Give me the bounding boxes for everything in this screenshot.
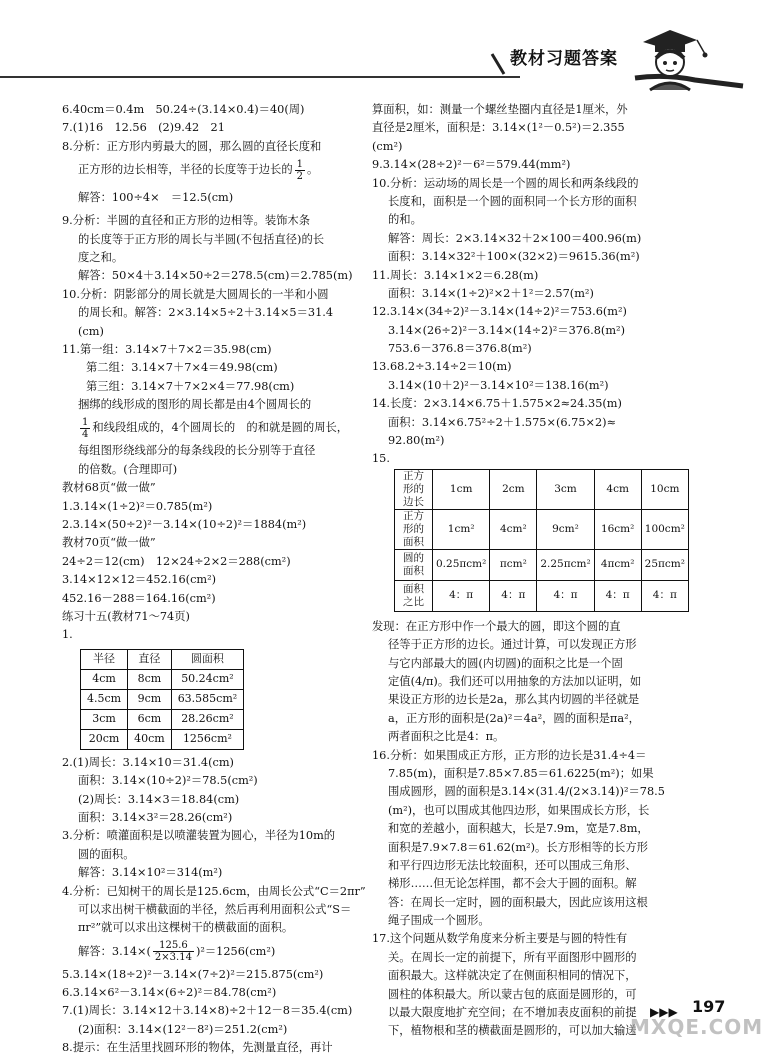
- answer-line: 11.第一组：3.14×7＋7×2＝35.98(cm): [62, 342, 272, 356]
- answer-line: 3.14×12×12＝452.16(cm²): [62, 573, 217, 587]
- answer-line: 面积：3.14×(1÷2)²×2＋1²＝2.57(m²): [388, 286, 594, 300]
- header-slash-icon: [490, 52, 508, 76]
- answer-line: 每组图形绕线部分的每条线段的长分别等于直径: [78, 444, 316, 458]
- table-cell: 4cm²: [490, 509, 537, 549]
- answer-line: 长度和，面积是一个圆的面积同一个长方形的面积: [388, 194, 637, 208]
- answer-line: 7.(1)周长：3.14×12＋3.14×8)÷2＋12－8＝35.4(cm): [62, 1004, 353, 1018]
- answer-line: 11.周长：3.14×1×2＝6.28(m): [372, 268, 539, 282]
- table-cell: 2cm: [490, 469, 537, 509]
- table-cell: 50.24cm²: [171, 669, 244, 689]
- table-cell: 4：π: [433, 580, 490, 611]
- table-cell: 4.5cm: [81, 689, 128, 709]
- table-cell: 2.25πcm²: [537, 549, 594, 580]
- answer-line: 面积最大。这样就决定了在侧面积相同的情况下，: [388, 969, 637, 983]
- table-cell: 28.26cm²: [171, 709, 244, 729]
- table-row: [81, 709, 244, 729]
- table-cell: 0.25πcm²: [433, 549, 490, 580]
- answer-line: 5.3.14×(18÷2)²－3.14×(7÷2)²＝215.875(cm²): [62, 967, 324, 981]
- table-header-row: [81, 649, 244, 669]
- answer-line: 发现：在正方形中作一个最大的圆，即这个圆的直: [372, 619, 621, 633]
- answer-line: 8.分析：正方形内剪最大的圆，那么圆的直径长度和: [62, 139, 322, 153]
- answer-line: 正方形的边长相等，半径的长度等于边长的 $\frac{1}{2}$ 。: [78, 158, 319, 182]
- answer-line: 2.(1)周长：3.14×10＝31.4(cm): [62, 755, 234, 769]
- answer-line: 24÷2＝12(cm) 12×24÷2×2＝288(cm²): [62, 554, 291, 568]
- table-header-cell: 半径: [81, 649, 128, 669]
- answer-line: 解答：3.14×( $\frac{125.6}{2\times 3.14}$ )²＝1256(cm²): [78, 940, 276, 964]
- table-cell: 25πcm²: [641, 549, 688, 580]
- header-title: 教材习题答案: [510, 49, 618, 69]
- answer-line: 13.68.2÷3.14÷2＝10(m): [372, 360, 512, 374]
- watermark-text: MXQE.COM: [630, 1015, 763, 1039]
- answer-line: 圆柱的体积最大。所以蒙古包的底面是圆形的，可: [388, 987, 637, 1001]
- answer-line: 关。在周长一定的前提下，所有平面图形中圆形的: [388, 950, 637, 964]
- student-mascot-icon: [625, 20, 745, 98]
- table-row: [395, 580, 689, 611]
- answer-line: 8.提示：在生活里找圆环形的物体，先测量直径，再计: [62, 1041, 333, 1055]
- answer-line: 度之和。: [78, 250, 124, 264]
- answer-line: 10.分析：运动场的周长是一个圆的周长和两条线段的: [372, 176, 639, 190]
- right-column: [372, 101, 697, 1041]
- answer-line: 果设正方形的边长是2a，那么其内切圆的半径就是: [388, 693, 640, 707]
- table-cell: 4：π: [594, 580, 641, 611]
- left-column: [62, 101, 380, 1058]
- answer-line: 1.: [62, 628, 73, 642]
- answer-line: 3.分析：喷灌面积是以喷灌装置为圆心，半径为10m的: [62, 829, 336, 843]
- answer-line: 捆绑的线形成的图形的周长都是由4个圆周长的: [78, 398, 312, 412]
- answer-line: 径等于正方形的边长。通过计算，可以发现正方形: [388, 638, 637, 652]
- answer-line: 解答：100÷4× ＝12.5(cm): [78, 191, 234, 205]
- table-cell: 9cm: [128, 689, 172, 709]
- answer-line: 可以求出树干横截面的半径，然后再利用面积公式“S＝: [78, 902, 352, 916]
- answer-line: 算面积，如：测量一个螺丝垫圈内直径是1厘米，外: [372, 103, 628, 116]
- header-rule: [0, 76, 520, 78]
- table-row-head: 圆的面积: [395, 549, 433, 580]
- answer-line: 绳子围成一个圆形。: [388, 914, 490, 928]
- answer-line: 的和。: [388, 213, 422, 227]
- fraction: $\frac{1}{2}$: [296, 158, 304, 182]
- answer-line: 1.3.14×(1÷2)²＝0.785(m²): [62, 499, 213, 513]
- answer-line: 面积：3.14×6.75²÷2＋1.575×(6.75×2)≈: [388, 415, 617, 429]
- page-arrows: ▶▶▶: [650, 1005, 678, 1019]
- table-cell: 20cm: [81, 729, 128, 749]
- answer-line: 面积是7.9×7.8＝61.62(m²)。长方形相等的长方形: [388, 840, 648, 854]
- table-cell: 4πcm²: [594, 549, 641, 580]
- answer-line: 面积：3.14×(10÷2)²＝78.5(cm²): [78, 774, 258, 788]
- table-cell: 3cm: [537, 469, 594, 509]
- circle-area-table: [80, 649, 244, 750]
- answer-line: 7.85(m)，面积是7.85×7.85＝61.6225(m²)；如果: [388, 766, 654, 780]
- answer-line: 6.3.14×6²－3.14×(6÷2)²＝84.78(cm²): [62, 986, 277, 1000]
- page-number: 197: [692, 997, 726, 1016]
- answer-line: 15.: [372, 452, 390, 466]
- table-cell: 16cm²: [594, 509, 641, 549]
- answer-line: (cm²): [372, 139, 403, 153]
- answer-line: 两者面积之比是4：π。: [388, 730, 505, 744]
- answer-line: 答：在周长一定时，圆的面积最大，因此应该用这根: [388, 895, 648, 909]
- answer-line: 16.分析：如果围成正方形，正方形的边长是31.4÷4＝: [372, 748, 647, 762]
- answer-line: 面积：3.14×32²＋100×(32×2)＝9615.36(m²): [388, 250, 640, 264]
- section-heading: 教材68页“做一做”: [62, 481, 156, 495]
- table-cell: 1256cm²: [171, 729, 244, 749]
- answer-line: 452.16－288＝164.16(cm²): [62, 591, 216, 605]
- answer-line: 和宽的差越小，面积越大，长是7.9m，宽是7.8m，: [388, 822, 649, 836]
- table-row-head: 正方形的边长: [395, 469, 433, 509]
- table-cell: 100cm²: [641, 509, 688, 549]
- answer-line: 753.6－376.8＝376.8(m²): [388, 342, 532, 356]
- fraction: $\frac{1}{4}$: [82, 416, 89, 440]
- answer-line: 定值(4/π)。我们还可以用抽象的方法加以证明，如: [388, 674, 642, 688]
- answer-line: 围成圆形，圆的面积是3.14×(31.4/(2×3.14))²＝78.5: [388, 785, 665, 799]
- answer-line: 3.14×(26÷2)²－3.14×(14÷2)²＝376.8(m²): [388, 323, 625, 337]
- square-circle-table: [394, 469, 689, 612]
- table-cell: 9cm²: [537, 509, 594, 549]
- table-cell: 4cm: [594, 469, 641, 509]
- answer-line: 6.40cm＝0.4m 50.24÷(3.14×0.4)＝40(周): [62, 103, 305, 116]
- table-row-head: 正方形的面积: [395, 509, 433, 549]
- answer-line: 9.3.14×(28÷2)²－6²＝579.44(mm²): [372, 158, 571, 172]
- table-cell: 3cm: [81, 709, 128, 729]
- answer-line: 4.分析：已知树干的周长是125.6cm，由周长公式“C＝2πr”: [62, 884, 366, 898]
- table-cell: 10cm: [641, 469, 688, 509]
- answer-line: 圆的面积。: [78, 847, 135, 861]
- answer-line: 12.3.14×(34÷2)²－3.14×(14÷2)²＝753.6(m²): [372, 305, 627, 319]
- answer-line: 的周长和。解答：2×3.14×5÷2＋3.14×5＝31.4: [78, 306, 334, 320]
- table-cell: 8cm: [128, 669, 172, 689]
- table-row-head: 面积之比: [395, 580, 433, 611]
- answer-line: 梯形……但无论怎样围，都不会大于圆的面积。解: [388, 877, 637, 891]
- answer-line: 解答：周长：2×3.14×32＋2×100＝400.96(m): [388, 231, 642, 245]
- table-row: [81, 729, 244, 749]
- answer-line: 第三组：3.14×7＋7×2×4＝77.98(cm): [86, 379, 295, 393]
- answer-line: 14.长度：2×3.14×6.75＋1.575×2≈24.35(m): [372, 397, 622, 411]
- table-row: [81, 689, 244, 709]
- table-header-cell: 直径: [128, 649, 172, 669]
- answer-line: (m²)，也可以围成其他四边形，如果围成长方形，长: [388, 803, 650, 817]
- table-cell: πcm²: [490, 549, 537, 580]
- answer-line: πr²”就可以求出这棵树干的横截面的面积。: [78, 921, 294, 935]
- answer-line: 以最大限度地扩充空间；在不增加表皮面积的前提: [388, 1006, 637, 1020]
- answer-line: 与它内部最大的圆(内切圆)的面积之比是一个固: [388, 656, 623, 670]
- answer-line: 的倍数。(合理即可): [78, 462, 178, 476]
- answer-line: a，正方形的面积是(2a)²＝4a²，圆的面积是πa²，: [388, 711, 640, 725]
- answer-line: 7.(1)16 12.56 (2)9.42 21: [62, 121, 225, 135]
- answer-line: 3.14×(10＋2)²－3.14×10²＝138.16(m²): [388, 378, 609, 392]
- answer-line: 面积：3.14×3²＝28.26(cm²): [78, 810, 233, 824]
- table-cell: 63.585cm²: [171, 689, 244, 709]
- table-row: [81, 669, 244, 689]
- table-header-cell: 圆面积: [171, 649, 244, 669]
- fraction: $\frac{125.6}{2\times 3.14}$: [154, 940, 192, 964]
- answer-line: 下，植物根和茎的横截面是圆形的，可以加大输送: [388, 1024, 637, 1038]
- table-cell: 4：π: [490, 580, 537, 611]
- table-cell: 6cm: [128, 709, 172, 729]
- answer-line: (cm): [78, 324, 104, 338]
- answer-line: $\frac{1}{4}$ 和线段组成的，4个圆周长的 的和就是圆的周长，: [82, 416, 349, 440]
- answer-line: 的长度等于正方形的周长与半圆(不包括直径)的长: [78, 232, 325, 246]
- answer-line: 解答：3.14×10²＝314(m²): [78, 866, 223, 880]
- answer-line: 直径是2厘米，面积是：3.14×(1²－0.5²)＝2.355: [372, 121, 625, 135]
- page-header: [0, 0, 750, 100]
- table-cell: 4：π: [537, 580, 594, 611]
- table-cell: 1cm: [433, 469, 490, 509]
- table-cell: 40cm: [128, 729, 172, 749]
- answer-line: (2)周长：3.14×3＝18.84(cm): [78, 792, 240, 806]
- section-heading: 练习十五(教材71～74页): [62, 609, 190, 623]
- answer-line: 9.分析：半圆的直径和正方形的边相等。装饰木条: [62, 214, 311, 228]
- table-cell: 1cm²: [433, 509, 490, 549]
- table-row: [395, 469, 689, 509]
- answer-line: (2)面积：3.14×(12²－8²)＝251.2(cm²): [78, 1022, 288, 1036]
- answer-line: 和平行四边形无法比较面积，还可以围成三角形、: [388, 858, 637, 872]
- section-heading: 教材70页“做一做”: [62, 536, 156, 550]
- answer-line: 92.80(m²): [388, 434, 445, 448]
- table-cell: 4cm: [81, 669, 128, 689]
- table-row: [395, 549, 689, 580]
- answer-line: 2.3.14×(50÷2)²－3.14×(10÷2)²＝1884(m²): [62, 518, 307, 532]
- answer-line: 第二组：3.14×7＋7×4＝49.98(cm): [86, 361, 278, 375]
- answer-line: 10.分析：阴影部分的周长就是大圆周长的一半和小圆: [62, 287, 329, 301]
- table-row: [395, 509, 689, 549]
- answer-line: 17.这个问题从数学角度来分析主要是与圆的特性有: [372, 932, 628, 946]
- answer-line: 解答：50×4＋3.14×50÷2＝278.5(cm)＝2.785(m): [78, 269, 353, 283]
- table-cell: 4：π: [641, 580, 688, 611]
